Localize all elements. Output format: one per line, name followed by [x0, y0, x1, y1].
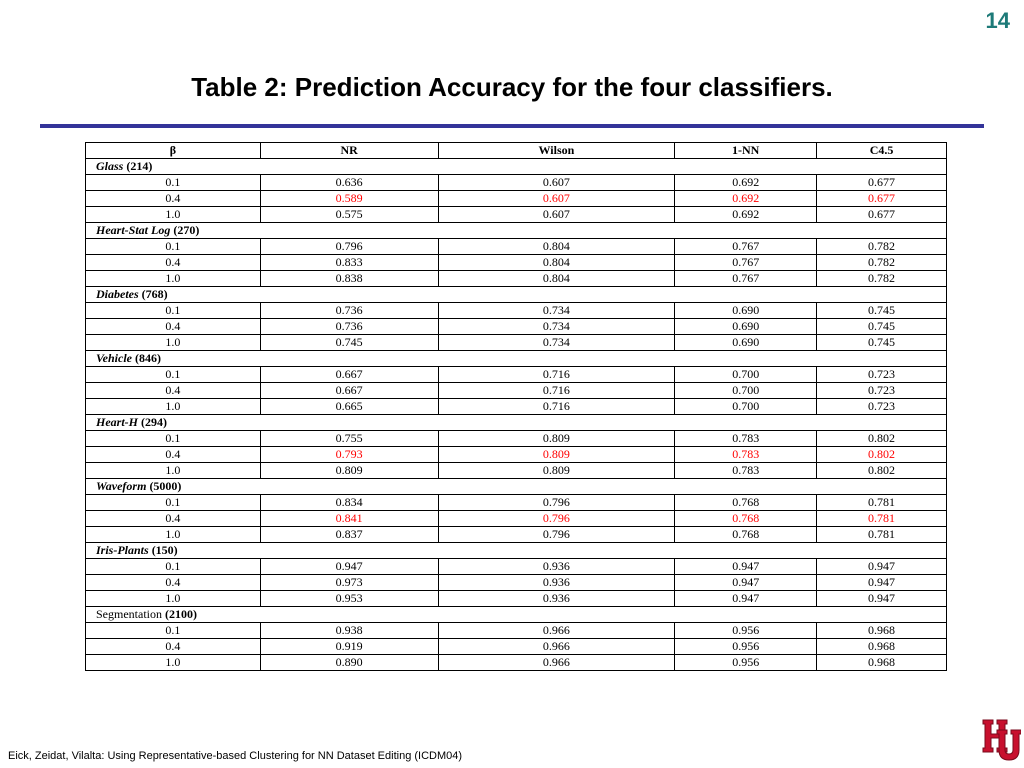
table-row	[86, 623, 947, 639]
cell-c45: 0.781	[817, 495, 947, 511]
cell-c45: 0.802	[817, 447, 947, 463]
cell-wilson: 0.936	[438, 575, 675, 591]
cell-1nn: 0.947	[675, 591, 817, 607]
cell-nr: 0.837	[260, 527, 438, 543]
cell-nr: 0.589	[260, 191, 438, 207]
group-header-row	[86, 287, 947, 303]
cell-nr: 0.834	[260, 495, 438, 511]
dataset-label	[86, 415, 947, 431]
cell-nr: 0.833	[260, 255, 438, 271]
table-row	[86, 575, 947, 591]
dataset-size: (294)	[138, 415, 167, 429]
cell-c45: 0.782	[817, 239, 947, 255]
cell-nr: 0.667	[260, 367, 438, 383]
group-header-row	[86, 543, 947, 559]
cell-c45: 0.677	[817, 175, 947, 191]
cell-beta: 0.1	[86, 431, 261, 447]
table-row	[86, 191, 947, 207]
cell-wilson: 0.734	[438, 335, 675, 351]
table-row	[86, 431, 947, 447]
cell-wilson: 0.716	[438, 383, 675, 399]
cell-c45: 0.723	[817, 367, 947, 383]
cell-c45: 0.781	[817, 527, 947, 543]
cell-c45: 0.947	[817, 591, 947, 607]
cell-1nn: 0.767	[675, 239, 817, 255]
cell-c45: 0.802	[817, 431, 947, 447]
cell-c45: 0.723	[817, 383, 947, 399]
table-row	[86, 383, 947, 399]
table-row	[86, 559, 947, 575]
cell-1nn: 0.700	[675, 367, 817, 383]
cell-wilson: 0.716	[438, 399, 675, 415]
dataset-size: (270)	[170, 223, 200, 237]
cell-wilson: 0.966	[438, 639, 675, 655]
cell-beta: 1.0	[86, 271, 261, 287]
cell-c45: 0.968	[817, 623, 947, 639]
cell-nr: 0.736	[260, 303, 438, 319]
cell-wilson: 0.607	[438, 175, 675, 191]
cell-wilson: 0.607	[438, 191, 675, 207]
cell-wilson: 0.966	[438, 623, 675, 639]
cell-c45: 0.802	[817, 463, 947, 479]
group-header-row	[86, 415, 947, 431]
dataset-label	[86, 351, 947, 367]
table-row	[86, 591, 947, 607]
cell-nr: 0.636	[260, 175, 438, 191]
cell-beta: 0.1	[86, 303, 261, 319]
cell-c45: 0.947	[817, 575, 947, 591]
cell-beta: 0.4	[86, 383, 261, 399]
cell-c45: 0.781	[817, 511, 947, 527]
dataset-name: Heart-Stat Log	[96, 223, 171, 237]
cell-1nn: 0.692	[675, 191, 817, 207]
table-body	[86, 159, 947, 671]
dataset-label	[86, 287, 947, 303]
dataset-size: (214)	[123, 159, 153, 173]
cell-beta: 1.0	[86, 591, 261, 607]
cell-c45: 0.723	[817, 399, 947, 415]
cell-nr: 0.745	[260, 335, 438, 351]
cell-nr: 0.809	[260, 463, 438, 479]
table-row	[86, 495, 947, 511]
dataset-name: Iris-Plants	[96, 543, 149, 557]
page-number: 14	[985, 8, 1010, 33]
dataset-name: Diabetes	[96, 287, 139, 301]
cell-wilson: 0.936	[438, 591, 675, 607]
dataset-name: Heart-H	[96, 415, 138, 429]
cell-beta: 0.1	[86, 239, 261, 255]
table-row	[86, 463, 947, 479]
cell-beta: 0.4	[86, 319, 261, 335]
cell-beta: 0.1	[86, 559, 261, 575]
cell-beta: 0.4	[86, 639, 261, 655]
cell-wilson: 0.804	[438, 239, 675, 255]
table-row	[86, 655, 947, 671]
dataset-label	[86, 543, 947, 559]
cell-nr: 0.938	[260, 623, 438, 639]
dataset-name: Glass	[96, 159, 124, 173]
dataset-name: Waveform	[96, 479, 147, 493]
slide-title: Table 2: Prediction Accuracy for the four classifiers.	[191, 72, 833, 102]
cell-wilson: 0.734	[438, 319, 675, 335]
cell-1nn: 0.690	[675, 335, 817, 351]
cell-wilson: 0.796	[438, 511, 675, 527]
cell-nr: 0.793	[260, 447, 438, 463]
cell-1nn: 0.956	[675, 655, 817, 671]
table-row	[86, 511, 947, 527]
cell-beta: 1.0	[86, 399, 261, 415]
group-header-row	[86, 351, 947, 367]
table-row	[86, 319, 947, 335]
cell-wilson: 0.607	[438, 207, 675, 223]
cell-beta: 1.0	[86, 335, 261, 351]
cell-nr: 0.973	[260, 575, 438, 591]
cell-nr: 0.755	[260, 431, 438, 447]
cell-beta: 0.1	[86, 367, 261, 383]
dataset-label	[86, 607, 947, 623]
cell-1nn: 0.956	[675, 623, 817, 639]
cell-beta: 0.1	[86, 495, 261, 511]
cell-1nn: 0.700	[675, 383, 817, 399]
dataset-size: (5000)	[146, 479, 182, 493]
cell-c45: 0.782	[817, 271, 947, 287]
accuracy-table	[85, 142, 947, 671]
cell-wilson: 0.804	[438, 255, 675, 271]
table-row	[86, 271, 947, 287]
cell-1nn: 0.692	[675, 175, 817, 191]
table-header-row	[86, 143, 947, 159]
dataset-size: (150)	[148, 543, 178, 557]
dataset-size: (846)	[132, 351, 161, 365]
cell-c45: 0.968	[817, 639, 947, 655]
header-c45: C4.5	[817, 143, 947, 159]
header-beta: β	[86, 143, 261, 159]
table-row	[86, 303, 947, 319]
cell-nr: 0.890	[260, 655, 438, 671]
cell-wilson: 0.809	[438, 463, 675, 479]
cell-1nn: 0.700	[675, 399, 817, 415]
cell-wilson: 0.966	[438, 655, 675, 671]
group-header-row	[86, 159, 947, 175]
cell-1nn: 0.767	[675, 271, 817, 287]
cell-beta: 1.0	[86, 463, 261, 479]
cell-1nn: 0.692	[675, 207, 817, 223]
cell-c45: 0.745	[817, 335, 947, 351]
table-row	[86, 239, 947, 255]
cell-beta: 0.1	[86, 623, 261, 639]
cell-c45: 0.745	[817, 303, 947, 319]
table-row	[86, 175, 947, 191]
title-divider	[40, 124, 984, 128]
cell-1nn: 0.947	[675, 559, 817, 575]
cell-nr: 0.841	[260, 511, 438, 527]
cell-1nn: 0.690	[675, 319, 817, 335]
cell-nr: 0.667	[260, 383, 438, 399]
cell-nr: 0.953	[260, 591, 438, 607]
cell-nr: 0.575	[260, 207, 438, 223]
dataset-size: (768)	[138, 287, 168, 301]
table-row	[86, 527, 947, 543]
cell-beta: 0.4	[86, 191, 261, 207]
footer-citation: Eick, Zeidat, Vilalta: Using Representative-based Clustering for NN Dataset Editing (ICDM04)	[8, 750, 463, 762]
cell-beta: 1.0	[86, 527, 261, 543]
cell-wilson: 0.716	[438, 367, 675, 383]
cell-wilson: 0.796	[438, 495, 675, 511]
cell-wilson: 0.936	[438, 559, 675, 575]
table-row	[86, 255, 947, 271]
cell-wilson: 0.804	[438, 271, 675, 287]
header-wilson: Wilson	[438, 143, 675, 159]
dataset-label	[86, 479, 947, 495]
header-1nn: 1-NN	[675, 143, 817, 159]
cell-nr: 0.919	[260, 639, 438, 655]
cell-nr: 0.796	[260, 239, 438, 255]
table-row	[86, 447, 947, 463]
cell-1nn: 0.783	[675, 463, 817, 479]
table-row	[86, 367, 947, 383]
cell-c45: 0.947	[817, 559, 947, 575]
cell-wilson: 0.809	[438, 447, 675, 463]
cell-beta: 1.0	[86, 207, 261, 223]
cell-nr: 0.736	[260, 319, 438, 335]
cell-beta: 0.1	[86, 175, 261, 191]
cell-c45: 0.782	[817, 255, 947, 271]
cell-beta: 0.4	[86, 255, 261, 271]
cell-1nn: 0.767	[675, 255, 817, 271]
cell-1nn: 0.783	[675, 431, 817, 447]
table-row	[86, 639, 947, 655]
cell-1nn: 0.783	[675, 447, 817, 463]
university-of-houston-logo-icon	[981, 714, 1021, 764]
group-header-row	[86, 223, 947, 239]
table-row	[86, 335, 947, 351]
cell-c45: 0.677	[817, 207, 947, 223]
cell-beta: 0.4	[86, 575, 261, 591]
header-nr: NR	[260, 143, 438, 159]
cell-nr: 0.665	[260, 399, 438, 415]
dataset-label	[86, 159, 947, 175]
cell-c45: 0.968	[817, 655, 947, 671]
cell-1nn: 0.947	[675, 575, 817, 591]
table-row	[86, 399, 947, 415]
table-row	[86, 207, 947, 223]
cell-wilson: 0.734	[438, 303, 675, 319]
cell-1nn: 0.768	[675, 527, 817, 543]
cell-beta: 0.4	[86, 447, 261, 463]
dataset-size: (2100)	[162, 607, 197, 621]
cell-1nn: 0.690	[675, 303, 817, 319]
dataset-name: Vehicle	[96, 351, 132, 365]
dataset-name: Segmentation	[96, 607, 162, 621]
cell-wilson: 0.796	[438, 527, 675, 543]
group-header-row	[86, 607, 947, 623]
cell-1nn: 0.768	[675, 495, 817, 511]
cell-nr: 0.947	[260, 559, 438, 575]
cell-1nn: 0.956	[675, 639, 817, 655]
dataset-label	[86, 223, 947, 239]
cell-wilson: 0.809	[438, 431, 675, 447]
cell-1nn: 0.768	[675, 511, 817, 527]
cell-nr: 0.838	[260, 271, 438, 287]
cell-c45: 0.745	[817, 319, 947, 335]
group-header-row	[86, 479, 947, 495]
cell-beta: 0.4	[86, 511, 261, 527]
cell-beta: 1.0	[86, 655, 261, 671]
cell-c45: 0.677	[817, 191, 947, 207]
